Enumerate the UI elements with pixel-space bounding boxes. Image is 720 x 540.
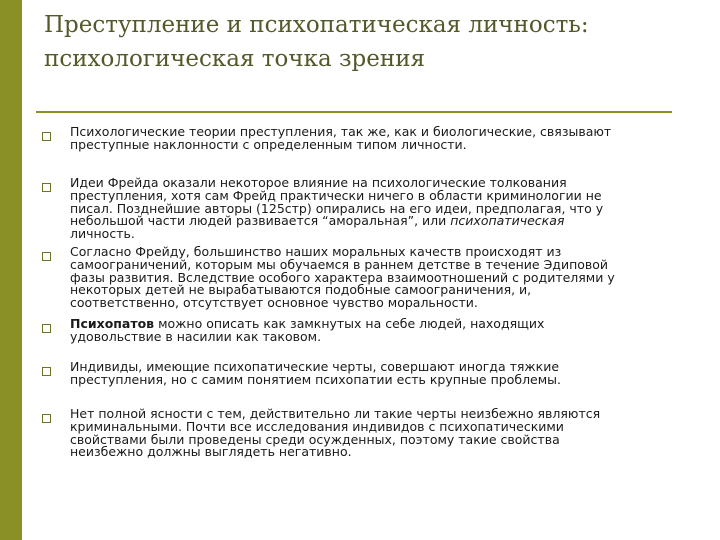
text-line: удовольствие в насилии как таковом.: [70, 328, 322, 344]
text-line: свойствами были проведены среди осужденных, поэтому такие свойства: [70, 431, 560, 447]
text-line: личность.: [70, 226, 135, 242]
bullet-text: [70, 177, 670, 241]
text-run: можно описать как замкнутых на себе людей, находящих: [154, 316, 545, 331]
text-line: преступные наклонности с определенным типом личности.: [70, 136, 467, 152]
bullet-text: [70, 126, 670, 152]
text-line: Идеи Фрейда оказали некоторое влияние на психологические толкования: [70, 175, 567, 190]
bullet-text: [70, 408, 670, 459]
square-bullet-icon: [42, 367, 51, 376]
text-line: соответственно, отсутствует основное чувство моральности.: [70, 295, 478, 311]
square-bullet-icon: [42, 183, 51, 192]
text-line: неизбежно должны выглядеть негативно.: [70, 444, 352, 460]
text-run: небольшой части людей развивается “аморальная”, или: [70, 213, 451, 229]
text-line: самоограничений, которым мы обучаемся в раннем детстве в течение Эдиповой: [70, 256, 609, 272]
title-line-1: Преступление и психопатическая личность:: [44, 12, 589, 38]
square-bullet-icon: [42, 132, 51, 141]
title-line-2: психологическая точка зрения: [44, 46, 426, 72]
bold-term: Психопатов: [70, 316, 155, 331]
bullet-text: [70, 361, 670, 387]
square-bullet-icon: [42, 324, 51, 333]
text-line: криминальными. Почти все исследования индивидов с психопатическими: [70, 418, 564, 434]
square-bullet-icon: [42, 414, 51, 423]
text-line: Индивиды, имеющие психопатические черты, совершают иногда тяжкие: [70, 359, 560, 374]
text-line: Нет полной ясности с тем, действительно ли такие черты неизбежно являются: [70, 406, 601, 421]
square-bullet-icon: [42, 252, 51, 261]
bullet-text: [70, 246, 670, 310]
text-line: некоторых детей не вырабатываются подобные самоограничения, и,: [70, 282, 532, 298]
text-line: преступления, хотя сам Фрейд практически ничего в области криминологии не: [70, 187, 602, 203]
text-line: преступления, но с самим понятием психопатии есть крупные проблемы.: [70, 371, 562, 387]
italic-term: психопатическая: [450, 213, 565, 229]
text-line: Психологические теории преступления, так же, как и биологические, связывают: [70, 124, 612, 139]
text-line: [70, 215, 670, 228]
text-line: фазы развития. Вследствие особого характера взаимоотношений с родителями у: [70, 269, 615, 285]
bullet-text: [70, 318, 670, 344]
text-line: писал. Позднейшие авторы (125стр) опирались на его идеи, предполагая, что у: [70, 200, 604, 216]
text-line: Согласно Фрейду, большинство наших моральных качеств происходят из: [70, 244, 562, 259]
